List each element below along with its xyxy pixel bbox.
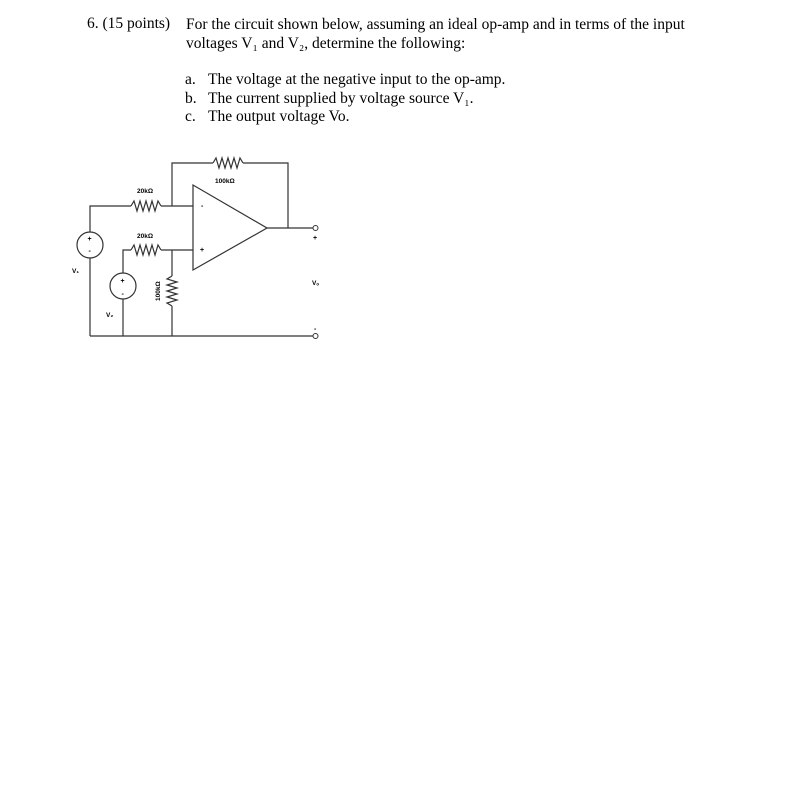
v2-plus-sign: + [120, 278, 125, 285]
bottom-input-resistor [131, 245, 161, 255]
top-input-resistor [131, 201, 161, 211]
prompt-line-1: For the circuit shown below, assuming an ideal op-amp and in terms of the input [186, 16, 685, 33]
opamp-noninverting-sign: + [200, 247, 205, 254]
sub-question-text: The output voltage Vo. [208, 108, 350, 125]
sub-question-letter: c. [185, 108, 196, 125]
output-terminal-minus [313, 334, 318, 339]
opamp-inverting-sign: - [201, 203, 204, 210]
v1-plus-sign: + [87, 236, 92, 243]
shunt-resistor-label: 100kΩ [155, 281, 162, 301]
output-minus-sign: - [314, 326, 317, 333]
v2-label: V₂ [106, 312, 114, 319]
sub-question-letter: b. [185, 89, 197, 107]
sub-question-text: The current supplied by voltage source V₁. [208, 89, 474, 107]
bottom-input-resistor-label: 20kΩ [137, 233, 154, 240]
sub-question-letter: a. [185, 71, 196, 88]
problem-number: 6. (15 points) [87, 15, 171, 32]
sub-question-text: The voltage at the negative input to the op-amp. [208, 71, 506, 88]
top-input-wire [90, 206, 131, 232]
bottom-input-wire [123, 250, 131, 273]
v1-minus-sign: - [88, 248, 91, 255]
v1-label: V₁ [72, 268, 80, 275]
feedback-resistor-label: 100kΩ [215, 178, 235, 185]
v2-minus-sign: - [121, 291, 124, 298]
feedback-wire [172, 163, 288, 228]
output-plus-sign: + [313, 235, 318, 242]
output-terminal-plus [313, 226, 318, 231]
feedback-resistor [213, 158, 243, 168]
shunt-resistor [167, 276, 177, 306]
top-input-resistor-label: 20kΩ [137, 188, 154, 195]
op-amp [193, 185, 267, 270]
output-voltage-label: Vₒ [312, 280, 320, 287]
prompt-line-2: voltages V₁ and V₂, determine the following: [186, 35, 466, 52]
